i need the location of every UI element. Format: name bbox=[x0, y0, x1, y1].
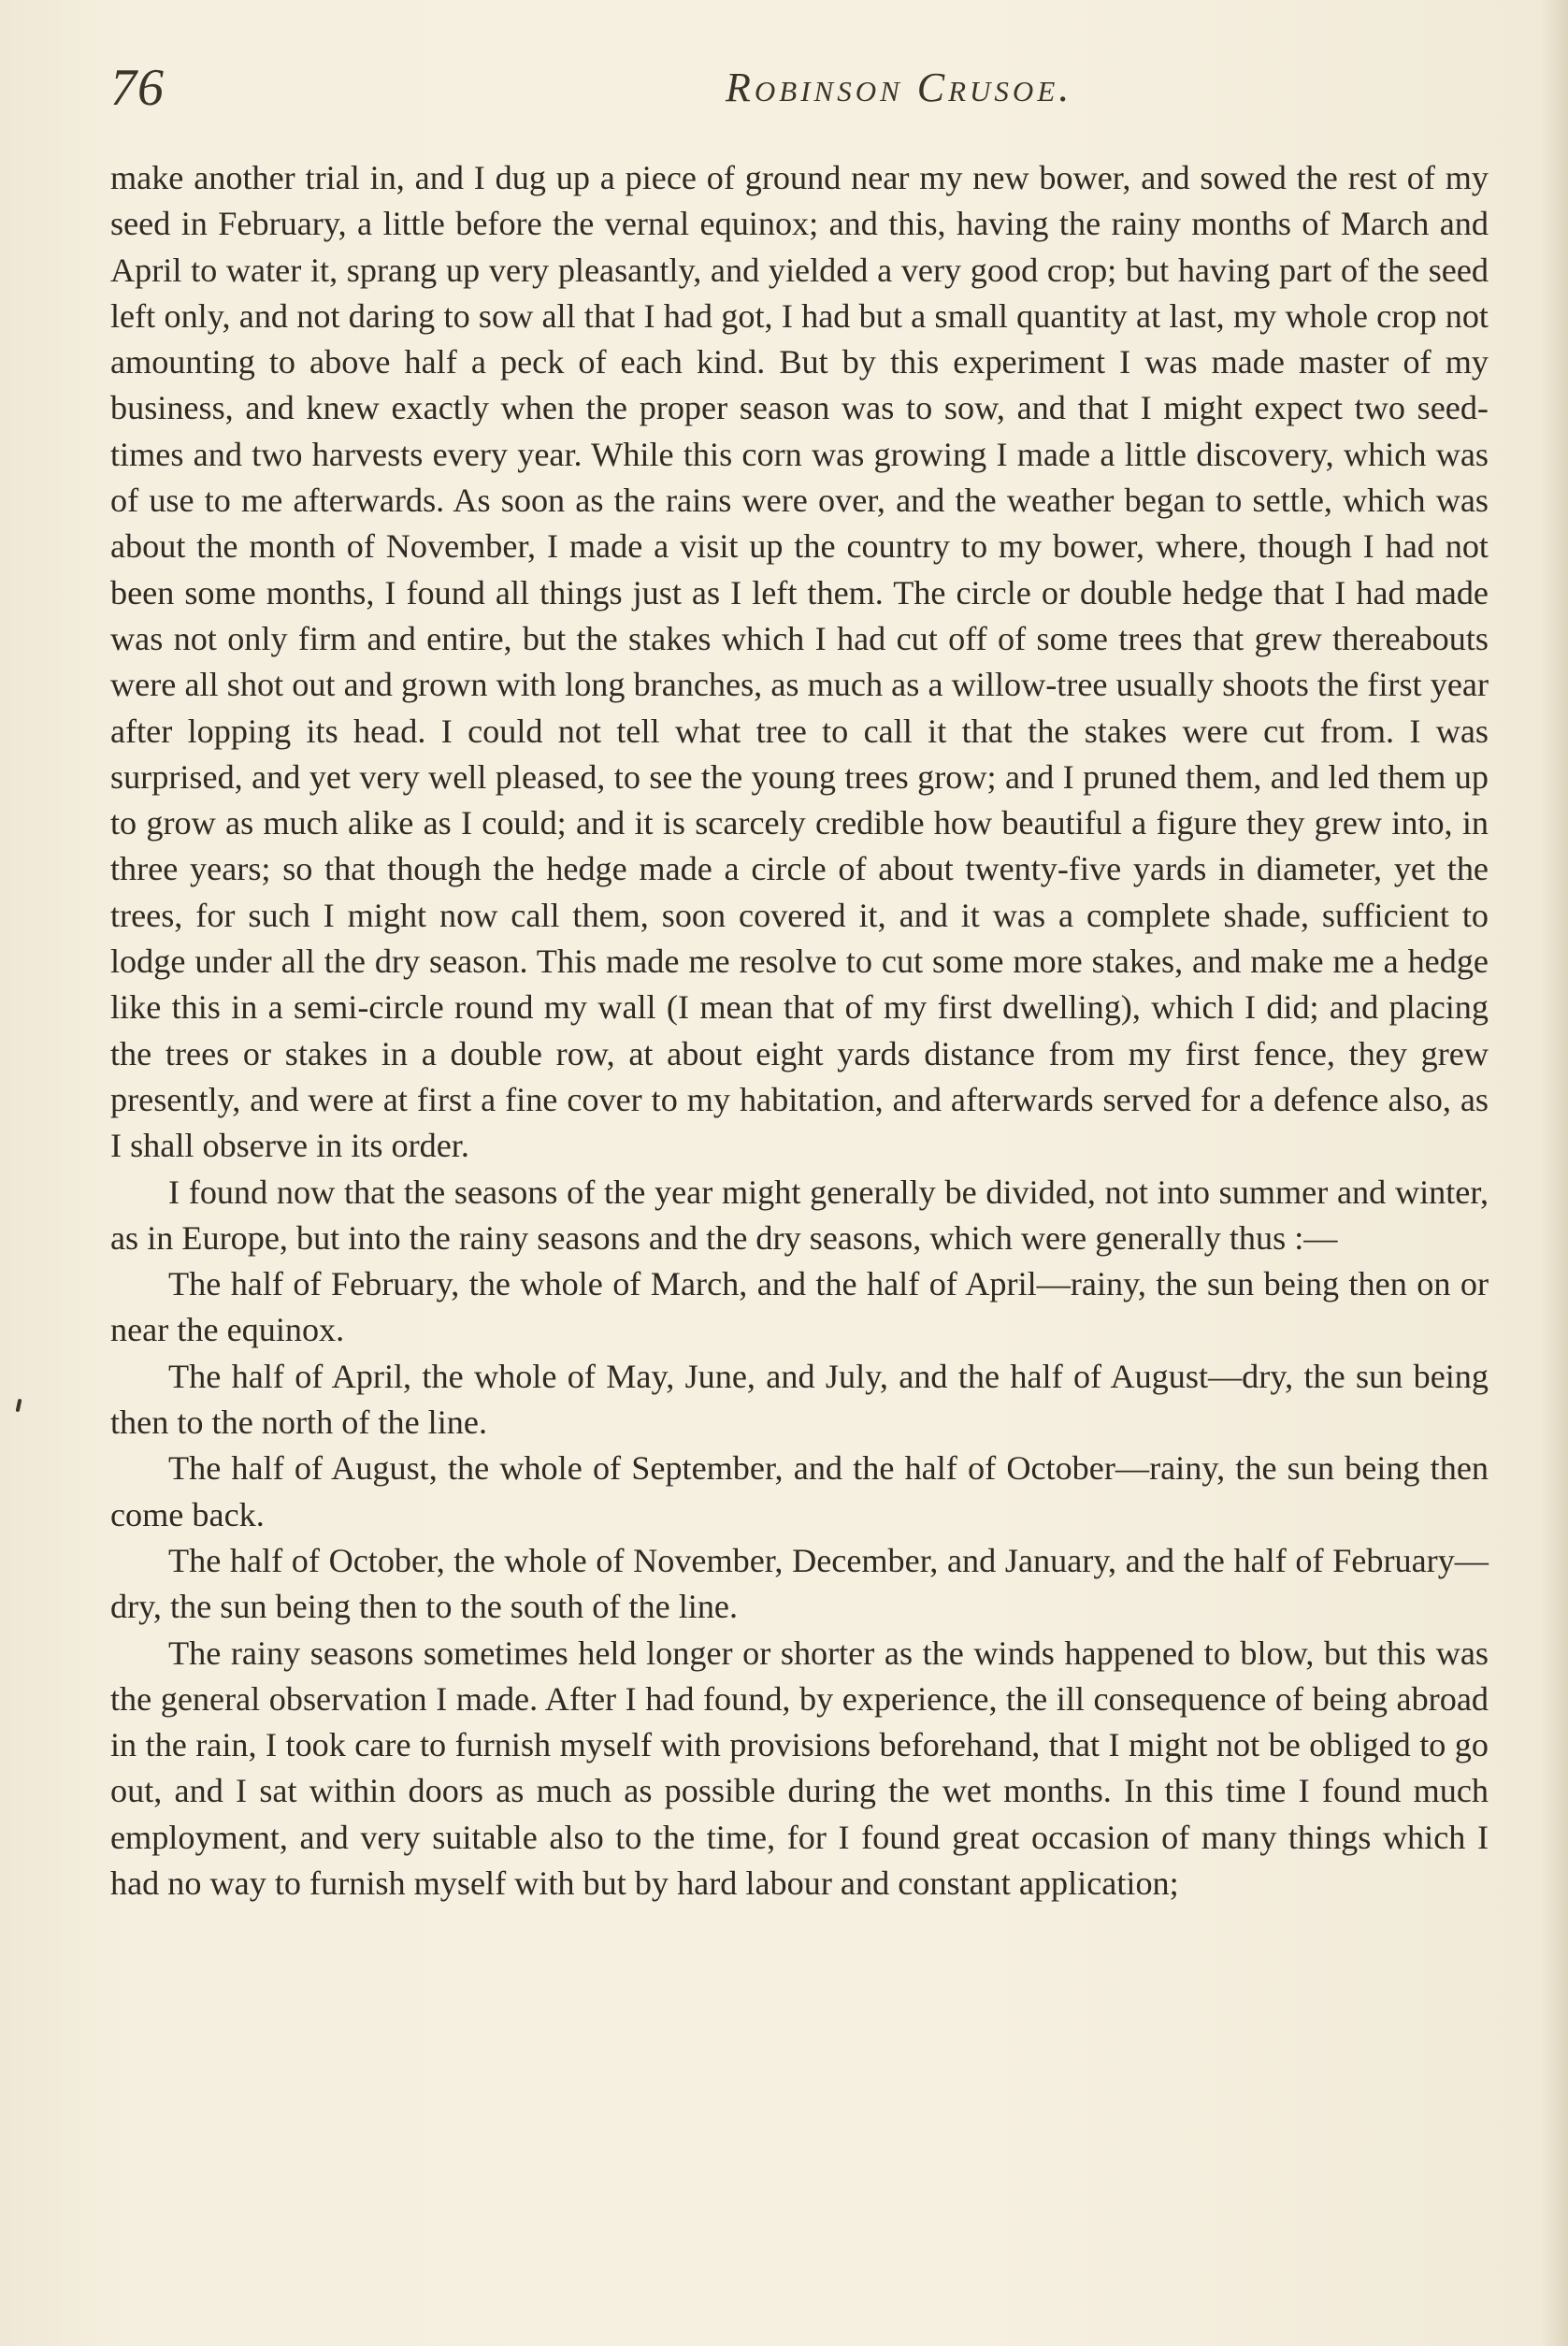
page-header bbox=[110, 58, 1494, 133]
page-number: 76 bbox=[110, 59, 165, 117]
margin-mark bbox=[16, 1399, 22, 1413]
paragraph-seasons-intro: I found now that the seasons of the year might generally be divided, not into summer and winter, as in Europe, but into the rainy seasons and the dry seasons, which were generally thus :— bbox=[110, 1173, 1489, 1257]
paragraph-season-3: The half of August, the whole of September, and the half of October—rainy, the sun being then come back. bbox=[110, 1449, 1489, 1533]
body-text bbox=[110, 155, 1489, 1907]
page-edge-shadow bbox=[1540, 0, 1568, 2346]
running-title: Robinson Crusoe. bbox=[726, 65, 1073, 110]
paragraph-season-4: The half of October, the whole of November, December, and January, and the half of February—dry, the sun being then to the south of the line. bbox=[110, 1541, 1489, 1626]
paragraph-season-1: The half of February, the whole of March, and the half of April—rainy, the sun being then on or near the equinox. bbox=[110, 1265, 1489, 1349]
paragraph-continued: make another trial in, and I dug up a piece of ground near my new bower, and sowed the rest of my seed in February, a little before the vernal equinox; and this, having the rainy months of March and April to water it, sprang up very pleasantly, and yielded a very good crop; but having part of the seed left only, and not daring to sow all that I had got, I had but a small quantity at last, my whole crop not amounting to above half a peck of each kind. But by this experiment I was made master of my business, and knew exactly when the proper season was to sow, and that I might expect two seed-times and two harvests every year. While this corn was growing I made a little discovery, which was of use to me afterwards. As soon as the rains were over, and the weather began to settle, which was about the month of November, I made a visit up the country to my bower, where, though I had not been some months, I found all things just as I left them. The circle or double hedge that I had made was not only firm and entire, but the stakes which I had cut off of some trees that grew thereabouts were all shot out and grown with long branches, as much as a willow-tree usually shoots the first year after lopping its head. I could not tell what tree to call it that the stakes were cut from. I was surprised, and yet very well pleased, to see the young trees grow; and I pruned them, and led them up to grow as much alike as I could; and it is scarcely credible how beautiful a figure they grew into, in three years; so that though the hedge made a circle of about twenty-five yards in diameter, yet the trees, for such I might now call them, soon covered it, and it was a complete shade, sufficient to lodge under all the dry season. This made me resolve to cut some more stakes, and make me a hedge like this in a semi-circle round my wall (I mean that of my first dwelling), which I did; and placing the trees or stakes in a double row, at about eight yards distance from my first fence, they grew presently, and were at first a fine cover to my habitation, and afterwards served for a defence also, as I shall observe in its order. bbox=[110, 159, 1489, 1165]
paragraph-rainy-seasons: The rainy seasons sometimes held longer or shorter as the winds happened to blow, but this was the general observation I made. After I had found, by experience, the ill consequence of being abroad in the rain, I took care to furnish myself with provisions beforehand, that I might not be obliged to go out, and I sat within doors as much as possible during the wet months. In this time I found much employment, and very suitable also to the time, for I found great occasion of many things which I had no way to furnish myself with but by hard labour and constant application; bbox=[110, 1634, 1489, 1902]
paragraph-season-2: The half of April, the whole of May, June, and July, and the half of August—dry, the sun being then to the north of the line. bbox=[110, 1357, 1489, 1442]
